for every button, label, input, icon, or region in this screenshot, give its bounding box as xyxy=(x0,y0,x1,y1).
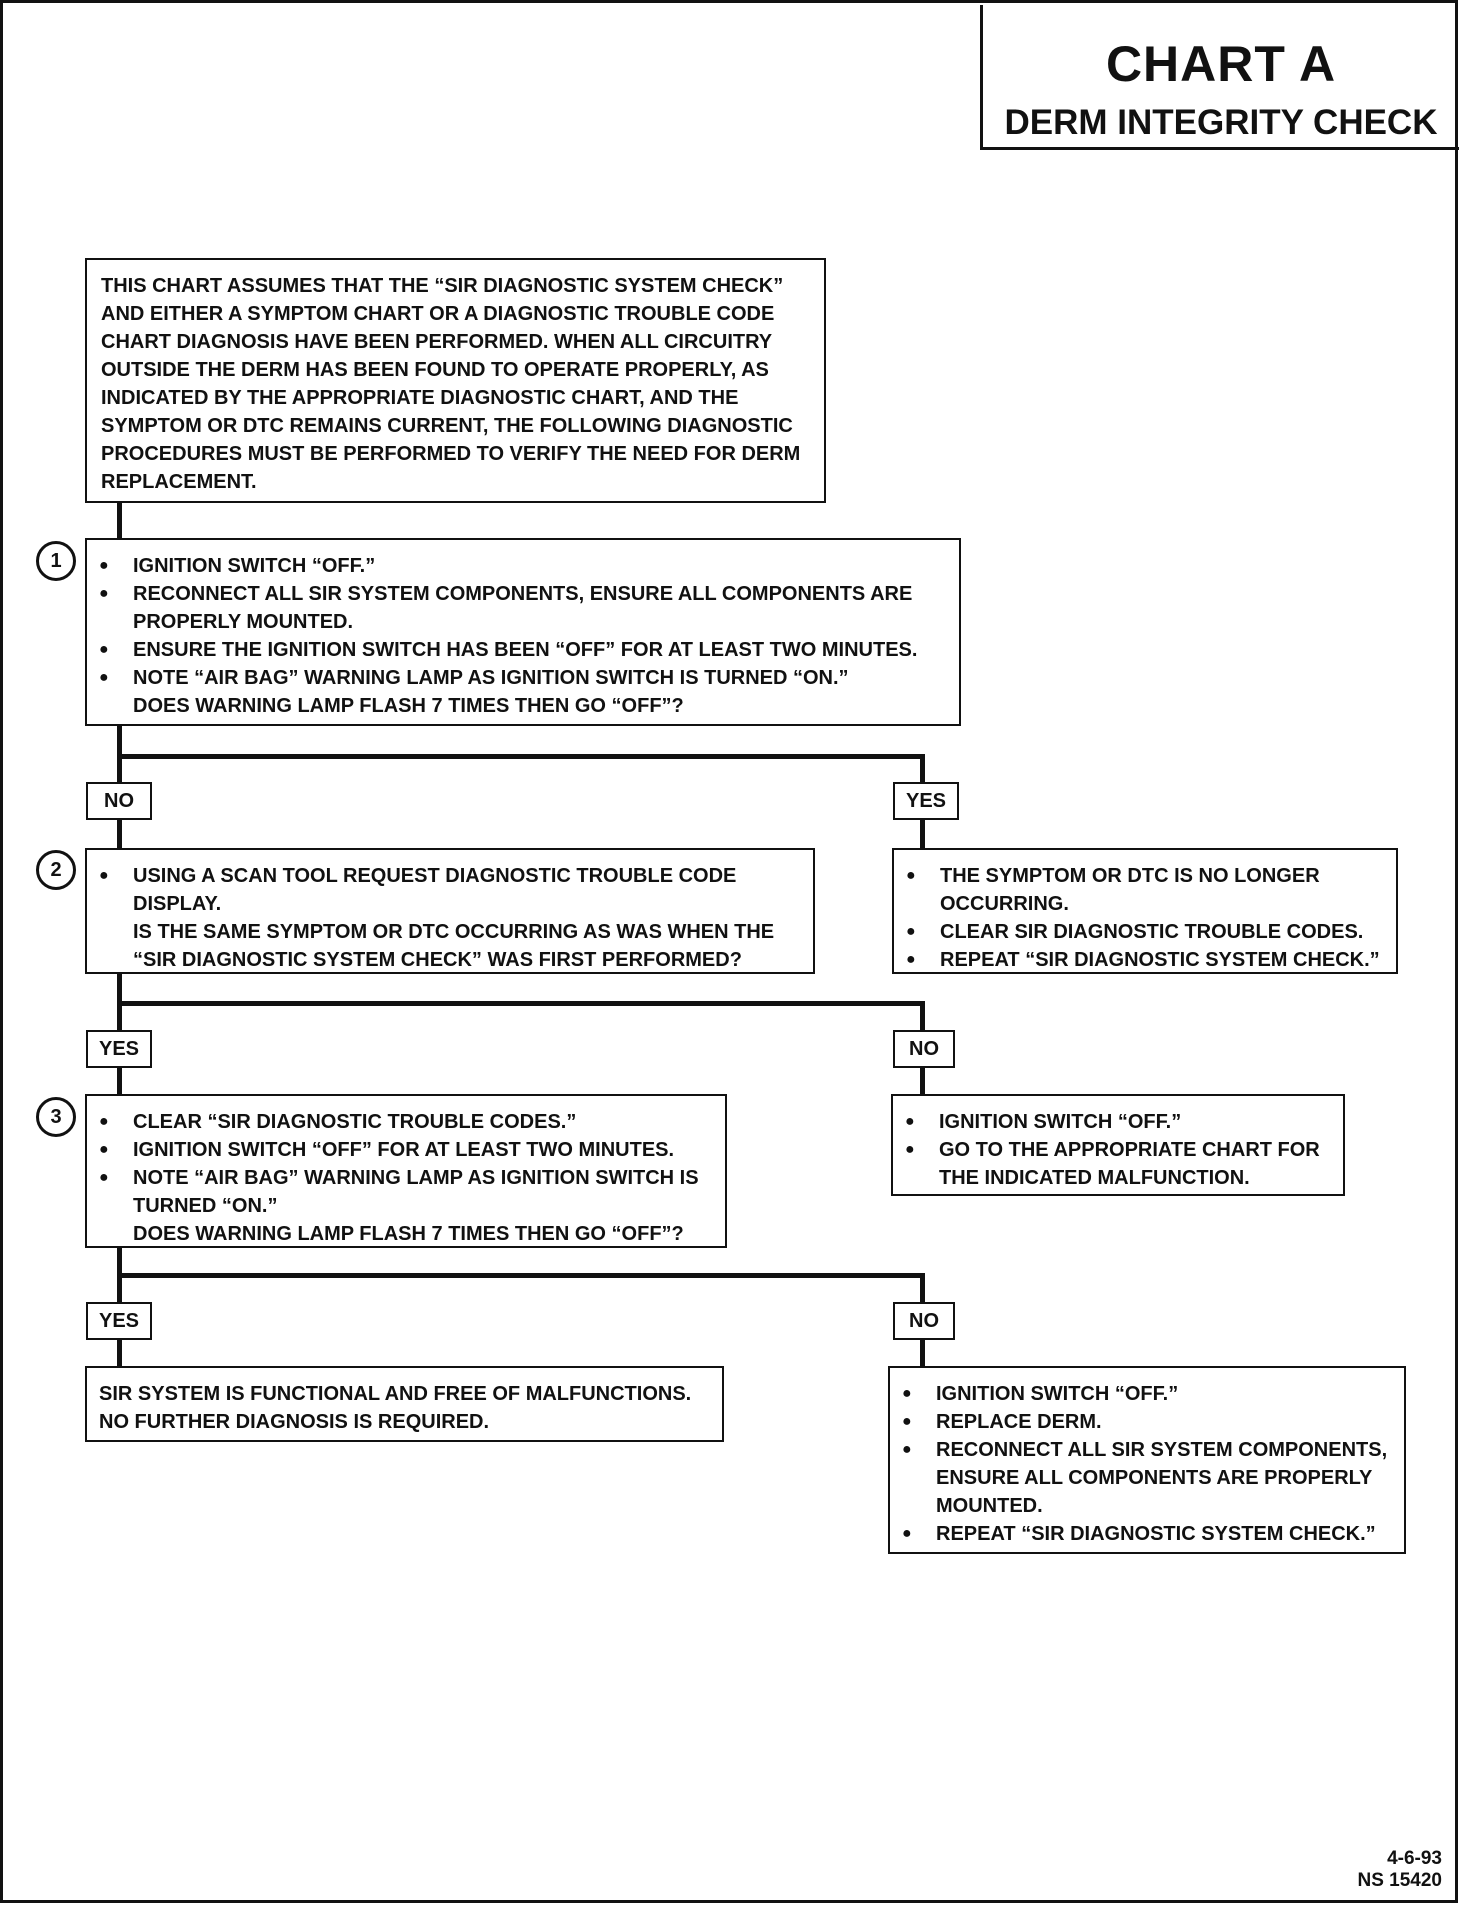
chart-subtitle: DERM INTEGRITY CHECK xyxy=(1004,103,1438,142)
branch-2-no-label: NO xyxy=(893,1030,955,1068)
replace-item: ● REPEAT “SIR DIAGNOSTIC SYSTEM CHECK.” xyxy=(902,1520,1392,1548)
connector xyxy=(117,754,925,759)
branch-2-yes-label: YES xyxy=(86,1030,152,1068)
no-result-box xyxy=(891,1094,1345,1196)
connector xyxy=(117,1273,925,1278)
replace-derm-box xyxy=(888,1366,1406,1554)
footer-ref xyxy=(1357,1848,1442,1892)
step-3-item: ● CLEAR “SIR DIAGNOSTIC TROUBLE CODES.” xyxy=(99,1108,713,1136)
functional-line-2: NO FURTHER DIAGNOSIS IS REQUIRED. xyxy=(99,1411,490,1433)
connector xyxy=(117,1068,122,1096)
step-1-item: ● ENSURE THE IGNITION SWITCH HAS BEEN “OFF” FOR AT LEAST TWO MINUTES. xyxy=(99,636,947,664)
chart-title: CHART A xyxy=(1105,36,1337,92)
intro-text: THIS CHART ASSUMES THAT THE “SIR DIAGNOSTIC SYSTEM CHECK” AND EITHER A SYMPTOM CHART OR A DIAGNOSTIC TROUBLE CODE CHART DIAGNOSIS HAVE BEEN PERFORMED. WHEN ALL CIRCUITRY OUTSIDE THE DERM HAS BEEN FOUND TO OPERATE PROPERLY, AS INDICATED BY THE APPROPRIATE DIAGNOSTIC CHART, AND THE SYMPTOM OR DTC REMAINS CURRENT, THE FOLLOWING DIAGNOSTIC PROCEDURES MUST BE PERFORMED TO VERIFY THE NEED FOR DERM REPLACEMENT. xyxy=(101,275,801,493)
functional-result-box xyxy=(85,1366,724,1442)
connector xyxy=(117,1248,122,1308)
step-1-marker: 1 xyxy=(36,541,76,581)
no-result-item: ● GO TO THE APPROPRIATE CHART FOR THE INDICATED MALFUNCTION. xyxy=(905,1136,1331,1192)
branch-1-yes-label: YES xyxy=(893,782,959,820)
connector xyxy=(920,754,925,784)
step-3-item: ● NOTE “AIR BAG” WARNING LAMP AS IGNITION SWITCH IS TURNED “ON.” xyxy=(99,1164,713,1220)
branch-3-yes-label: YES xyxy=(86,1302,152,1340)
connector xyxy=(117,1001,925,1006)
branch-3-no-label: NO xyxy=(893,1302,955,1340)
yes-result-item: ● CLEAR SIR DIAGNOSTIC TROUBLE CODES. xyxy=(906,918,1384,946)
step-1-item: ● IGNITION SWITCH “OFF.” xyxy=(99,552,947,580)
yes-result-item: ● REPEAT “SIR DIAGNOSTIC SYSTEM CHECK.” xyxy=(906,946,1384,974)
connector xyxy=(920,1273,925,1303)
no-result-item: ● IGNITION SWITCH “OFF.” xyxy=(905,1108,1331,1136)
footer-date: 4-6-93 xyxy=(1387,1848,1442,1869)
footer-code: NS 15420 xyxy=(1357,1870,1442,1891)
connector xyxy=(920,1340,925,1368)
step-3-marker: 3 xyxy=(36,1097,76,1137)
step-3-question: DOES WARNING LAMP FLASH 7 TIMES THEN GO “OFF”? xyxy=(133,1223,684,1245)
step-1-question: DOES WARNING LAMP FLASH 7 TIMES THEN GO “OFF”? xyxy=(133,695,684,717)
title-box xyxy=(980,5,1459,150)
step-3-box xyxy=(85,1094,727,1248)
intro-box xyxy=(85,258,826,503)
connector xyxy=(920,820,925,850)
step-2-item: ● USING A SCAN TOOL REQUEST DIAGNOSTIC TROUBLE CODE DISPLAY. xyxy=(99,862,801,918)
yes-result-item: ● THE SYMPTOM OR DTC IS NO LONGER OCCURRING. xyxy=(906,862,1384,918)
replace-item: ● REPLACE DERM. xyxy=(902,1408,1392,1436)
branch-1-no-label: NO xyxy=(86,782,152,820)
replace-item: ● RECONNECT ALL SIR SYSTEM COMPONENTS, ENSURE ALL COMPONENTS ARE PROPERLY MOUNTED. xyxy=(902,1436,1392,1520)
step-2-box xyxy=(85,848,815,974)
step-2-question: IS THE SAME SYMPTOM OR DTC OCCURRING AS WAS WHEN THE “SIR DIAGNOSTIC SYSTEM CHECK” WAS FIRST PERFORMED? xyxy=(133,921,775,971)
step-1-item: ● NOTE “AIR BAG” WARNING LAMP AS IGNITION SWITCH IS TURNED “ON.” xyxy=(99,664,947,692)
connector xyxy=(117,503,122,541)
connector xyxy=(117,1340,122,1368)
step-3-item: ● IGNITION SWITCH “OFF” FOR AT LEAST TWO MINUTES. xyxy=(99,1136,713,1164)
step-1-box xyxy=(85,538,961,726)
step-2-marker: 2 xyxy=(36,850,76,890)
connector xyxy=(117,820,122,850)
yes-result-box xyxy=(892,848,1398,974)
replace-item: ● IGNITION SWITCH “OFF.” xyxy=(902,1380,1392,1408)
functional-line-1: SIR SYSTEM IS FUNCTIONAL AND FREE OF MALFUNCTIONS. xyxy=(99,1383,692,1405)
connector xyxy=(920,1001,925,1031)
connector xyxy=(920,1068,925,1096)
step-1-item: ● RECONNECT ALL SIR SYSTEM COMPONENTS, ENSURE ALL COMPONENTS ARE PROPERLY MOUNTED. xyxy=(99,580,947,636)
